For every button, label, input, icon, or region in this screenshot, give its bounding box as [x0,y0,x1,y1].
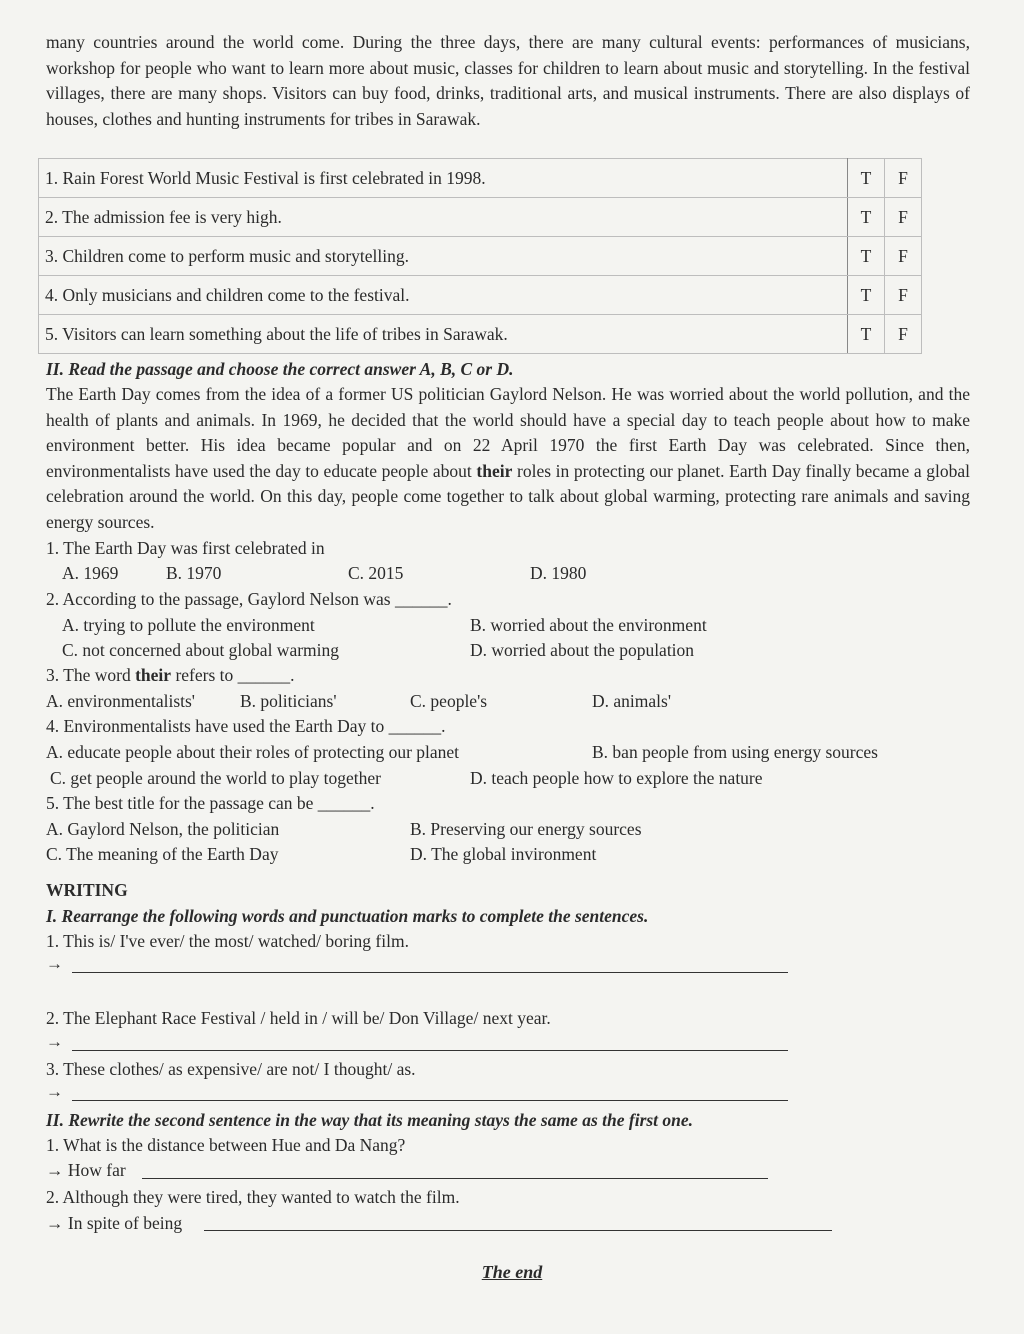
passage-bold-word: their [476,460,513,481]
answer-line-2[interactable] [72,1050,788,1051]
rearrange-sentence-2: 2. The Elephant Race Festival / held in / will be/ Don Village/ next year. [46,1008,551,1028]
q2-option-a[interactable]: A. trying to pollute the environment [62,615,315,635]
q4-option-c[interactable]: C. get people around the world to play together [50,768,381,788]
end-label: The end [481,1262,543,1282]
question-4-stem: 4. Environmentalists have used the Earth Day to ______. [46,716,446,736]
true-option[interactable]: T [848,315,885,354]
rearrange-sentence-1: 1. This is/ I've ever/ the most/ watched/ boring film. [46,931,409,951]
true-option[interactable]: T [848,159,885,198]
true-option[interactable]: T [848,276,885,315]
q5-option-d[interactable]: D. The global invironment [410,844,597,864]
q5-option-c[interactable]: C. The meaning of the Earth Day [46,844,279,864]
q1-option-d[interactable]: D. 1980 [530,563,587,583]
arrow-icon: → [46,954,63,973]
tf-statement: 1. Rain Forest World Music Festival is first celebrated in 1998. [39,159,848,198]
q4-option-d[interactable]: D. teach people how to explore the nature [470,768,763,788]
q1-option-b[interactable]: B. 1970 [166,563,222,583]
false-option[interactable]: F [885,276,922,315]
tf-row [39,276,922,315]
passage-text: roles in protecting our planet. Earth Day finally became a global celebration around the world. On this day, people come together to talk about global warming, protecting rare animals and saving energy sources. [46,460,970,532]
tf-statement: 2. The admission fee is very high. [39,198,848,237]
rewrite-sentence-1: 1. What is the distance between Hue and Da Nang? [46,1135,406,1155]
arrow-icon: → [46,1082,63,1101]
tf-row [39,315,922,354]
q3-stem-text: 3. The word [46,665,136,685]
tf-statement: 3. Children come to perform music and storytelling. [39,237,848,276]
tf-statement: 5. Visitors can learn something about the life of tribes in Sarawak. [39,315,848,354]
q3-option-c[interactable]: C. people's [410,691,488,711]
rearrange-sentence-3: 3. These clothes/ as expensive/ are not/ I thought/ as. [46,1059,416,1079]
rewrite-answer-line-1[interactable] [142,1178,768,1179]
writing-part2-heading: II. Rewrite the second sentence in the way that its meaning stays the same as the first one. [46,1110,694,1130]
question-1-stem: 1. The Earth Day was first celebrated in [46,538,325,558]
writing-title: WRITING [46,880,128,900]
passage-text: The Earth Day comes from the idea of a former US politician Gaylord Nelson. He was worried about the world pollution, and the health of plants and animals. In 1969, he decided that the world should have a special day to teach people about how to make environment better. His idea became popular and on 22 April 1970 the first Earth Day was celebrated. Since then, environmentalists have used the day to educate people about [46,384,970,481]
false-option[interactable]: F [885,237,922,276]
q4-option-a[interactable]: A. educate people about their roles of protecting our planet [46,742,460,762]
earth-day-passage [46,382,970,535]
answer-line-1[interactable] [72,972,788,973]
tf-statement: 4. Only musicians and children come to the festival. [39,276,848,315]
tf-row [39,198,922,237]
false-option[interactable]: F [885,159,922,198]
question-2-stem: 2. According to the passage, Gaylord Nelson was ______. [46,589,452,609]
rewrite-start-1: → How far [46,1160,126,1180]
q1-option-c[interactable]: C. 2015 [348,563,404,583]
rewrite-start-2: → In spite of being [46,1213,183,1233]
true-option[interactable]: T [848,237,885,276]
arrow-icon: → [46,1032,63,1051]
q2-option-b[interactable]: B. worried about the environment [470,615,707,635]
true-option[interactable]: T [848,198,885,237]
q3-stem-text: refers to ______. [171,665,295,685]
tf-row [39,159,922,198]
q5-option-a[interactable]: A. Gaylord Nelson, the politician [46,819,280,839]
q2-option-c[interactable]: C. not concerned about global warming [62,640,340,660]
q1-option-a[interactable]: A. 1969 [62,563,119,583]
question-3-stem [46,663,295,687]
rewrite-sentence-2: 2. Although they were tired, they wanted to watch the film. [46,1187,460,1207]
rewrite-answer-line-2[interactable] [204,1230,832,1231]
writing-part1-heading: I. Rearrange the following words and punctuation marks to complete the sentences. [46,906,649,926]
answer-line-3[interactable] [72,1100,788,1101]
q3-option-d[interactable]: D. animals' [592,691,671,711]
q2-option-d[interactable]: D. worried about the population [470,640,695,660]
q5-option-b[interactable]: B. Preserving our energy sources [410,819,642,839]
intro-paragraph: many countries around the world come. During the three days, there are many cultural events: performances of musicians, workshop for people who want to learn more about music, classes for children to learn about music and storytelling. In the festival villages, there are many shops. Visitors can buy food, drinks, traditional arts, and musical instruments. There are also displays of houses, clothes and hunting instruments for tribes in Sarawak. [46,32,970,129]
false-option[interactable]: F [885,315,922,354]
true-false-table [38,158,922,354]
tf-row [39,237,922,276]
reading2-heading: II. Read the passage and choose the correct answer A, B, C or D. [46,359,514,379]
false-option[interactable]: F [885,198,922,237]
q4-option-b[interactable]: B. ban people from using energy sources [592,742,878,762]
q3-option-a[interactable]: A. environmentalists' [46,691,195,711]
q3-bold-word: their [135,665,172,685]
q3-option-b[interactable]: B. politicians' [240,691,337,711]
question-5-stem: 5. The best title for the passage can be ______. [46,793,375,813]
